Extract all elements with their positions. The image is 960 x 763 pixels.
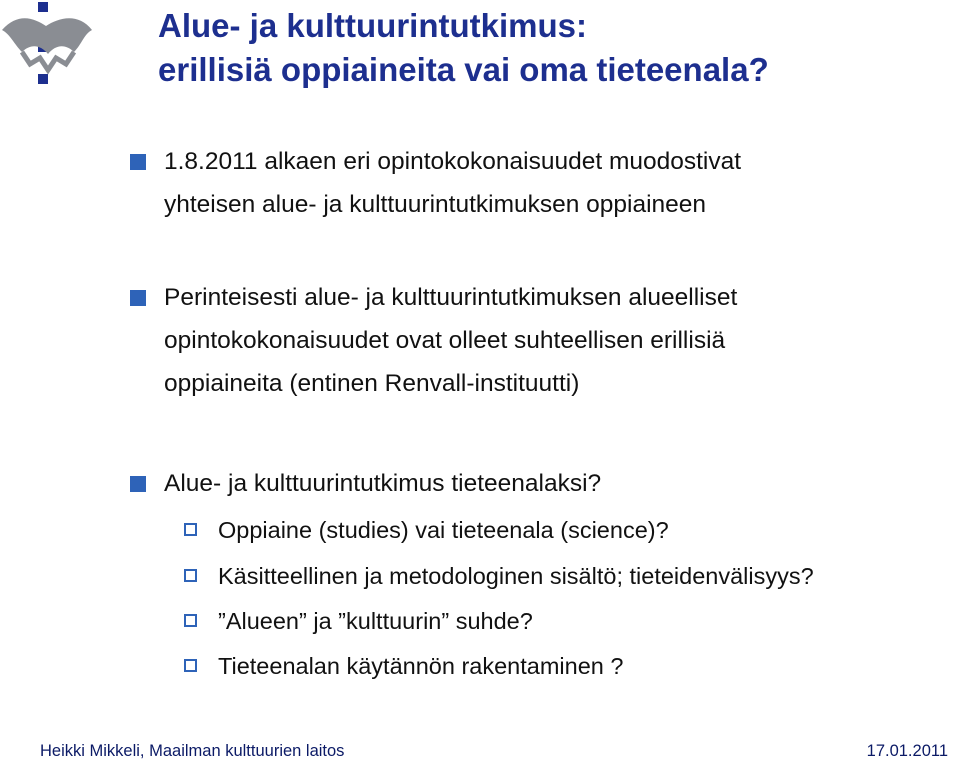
slide-title bbox=[158, 4, 769, 92]
hollow-square-bullet-icon bbox=[184, 523, 197, 536]
university-logo-icon bbox=[0, 0, 96, 92]
bullet-3-line-1: Alue- ja kulttuurintutkimus tieteenalaksi? bbox=[164, 470, 602, 497]
filled-square-bullet-icon bbox=[130, 290, 146, 306]
filled-square-bullet-icon bbox=[130, 154, 146, 170]
sub-bullet-4-text: Tieteenalan käytännön rakentaminen ? bbox=[218, 653, 624, 679]
hollow-square-bullet-icon bbox=[184, 614, 197, 627]
footer-author: Heikki Mikkeli, Maailman kulttuurien laitos bbox=[40, 742, 345, 760]
footer-date: 17.01.2011 bbox=[866, 742, 948, 760]
bullet-1-line-1: 1.8.2011 alkaen eri opintokokonaisuudet muodostivat bbox=[164, 148, 742, 175]
hollow-square-bullet-icon bbox=[184, 569, 197, 582]
title-line-2: erillisiä oppiaineita vai oma tieteenala? bbox=[158, 51, 769, 88]
sub-bullet-item-2 bbox=[218, 561, 814, 591]
sub-bullet-3-text: ”Alueen” ja ”kulttuurin” suhde? bbox=[218, 608, 533, 634]
bullet-1-line-2: yhteisen alue- ja kulttuurintutkimuksen oppiaineen bbox=[164, 191, 707, 218]
bullet-item-1 bbox=[164, 140, 924, 226]
sub-bullet-2-text: Käsitteellinen ja metodologinen sisältö; tieteidenvälisyys? bbox=[218, 563, 814, 589]
hollow-square-bullet-icon bbox=[184, 659, 197, 672]
title-line-1: Alue- ja kulttuurintutkimus: bbox=[158, 7, 587, 44]
bullet-item-2 bbox=[164, 276, 924, 405]
sub-bullet-item-3 bbox=[218, 606, 533, 636]
filled-square-bullet-icon bbox=[130, 476, 146, 492]
bullet-2-line-3: oppiaineita (entinen Renvall-instituutti) bbox=[164, 370, 580, 397]
sub-bullet-1-text: Oppiaine (studies) vai tieteenala (science)? bbox=[218, 517, 669, 543]
bullet-2-line-2: opintokokonaisuudet ovat olleet suhteellisen erillisiä bbox=[164, 327, 726, 354]
bullet-item-3 bbox=[164, 462, 924, 505]
bullet-2-line-1: Perinteisesti alue- ja kulttuurintutkimuksen alueelliset bbox=[164, 284, 738, 311]
sub-bullet-item-4 bbox=[218, 651, 623, 681]
sub-bullet-item-1 bbox=[218, 515, 669, 545]
